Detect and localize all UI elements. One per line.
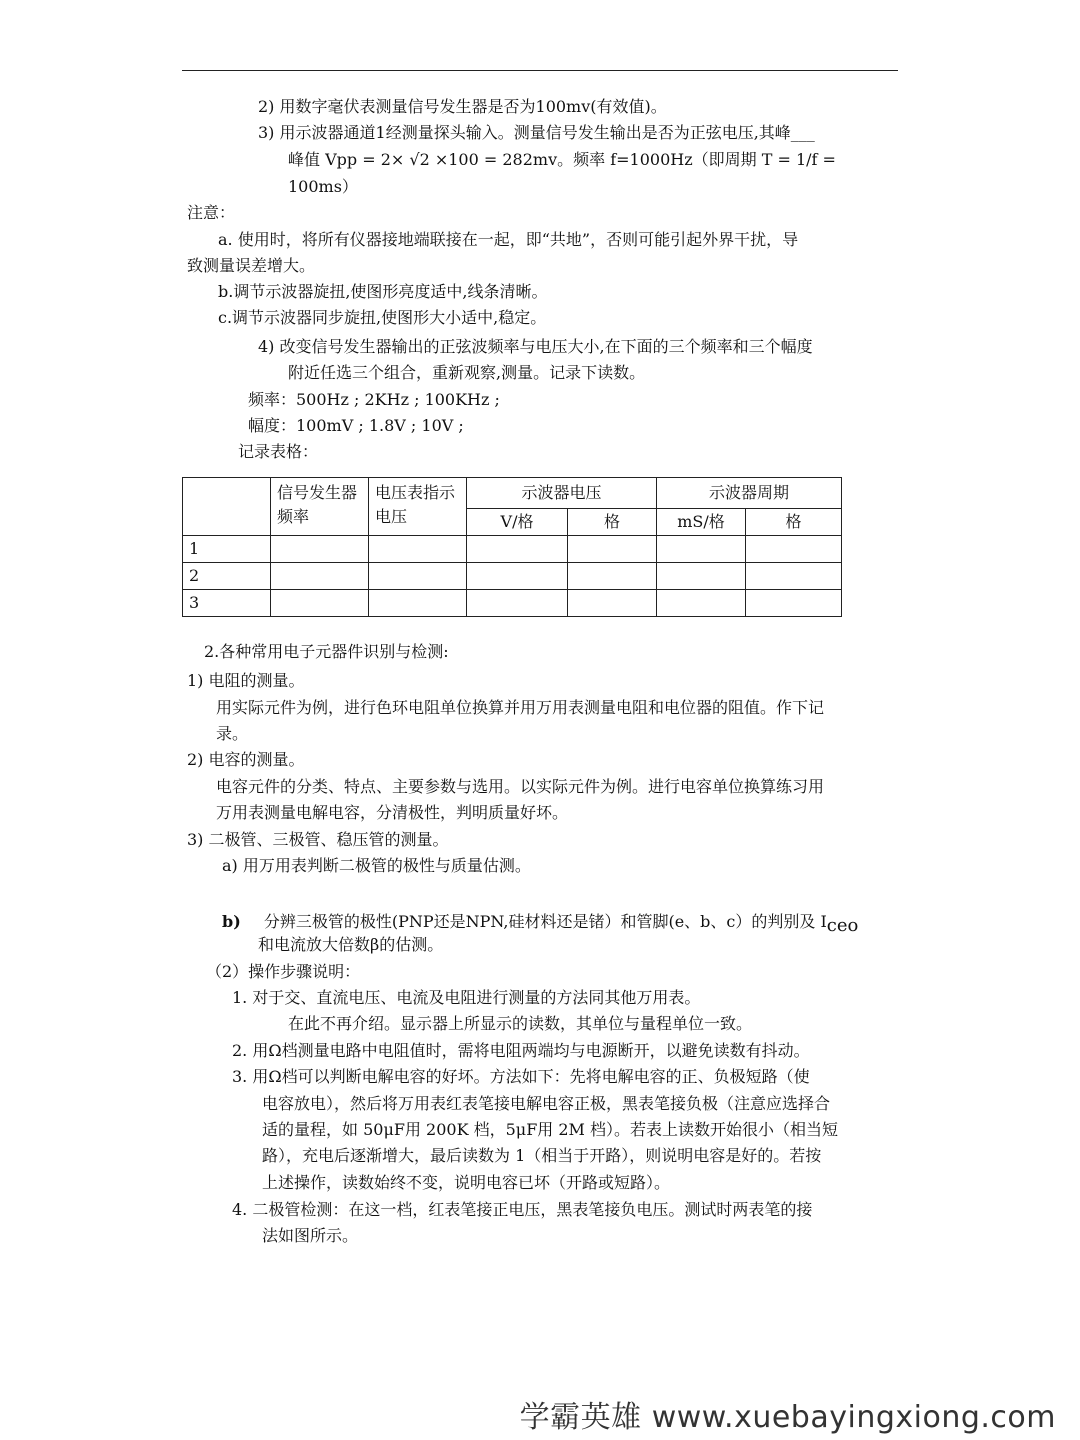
text-line: 3) 用示波器通道1经测量探头输入。测量信号发生输出是否为正弦电压,其峰___ <box>258 123 815 142</box>
item-b-marker: b) <box>222 912 241 931</box>
text-line: 2) 用数字毫伏表测量信号发生器是否为100mv(有效值)。 <box>258 97 667 116</box>
text-line: 记录表格： <box>238 442 319 461</box>
subheader-ms-per-div: mS/格 <box>657 509 746 536</box>
subheader-v-per-div: V/格 <box>467 509 568 536</box>
watermark: 学霸英雄 www.xuebayingxiong.com <box>519 1400 1056 1435</box>
text-line: 注意： <box>187 203 236 222</box>
text-line: b.调节示波器旋扭,使图形亮度适中,线条清晰。 <box>218 282 548 301</box>
text-line: 1. 对于交、直流电压、电流及电阻进行测量的方法同其他万用表。 <box>232 988 701 1007</box>
subheader-div-v: 格 <box>568 509 657 536</box>
text-line: 1) 电阻的测量。 <box>187 671 305 690</box>
row-index: 3 <box>183 590 271 617</box>
table-row <box>183 536 842 563</box>
text-line: 3) 二极管、三极管、稳压管的测量。 <box>187 830 449 849</box>
text-line: （2）操作步骤说明： <box>206 962 361 981</box>
text-line: 用实际元件为例，进行色环电阻单位换算并用万用表测量电阻和电位器的阻值。作下记 <box>216 698 825 717</box>
text-line: a) 用万用表判断二极管的极性与质量估测。 <box>222 856 531 875</box>
text-line: 峰值 Vpp = 2× √2 ×100 = 282mv。频率 f=1000Hz（即周期 T = 1/f = <box>288 150 836 169</box>
table-row <box>183 563 842 590</box>
col-header-scope-voltage: 示波器电压 <box>467 478 657 509</box>
text-line: 频率：500Hz ; 2KHz ; 100KHz ; <box>248 390 500 409</box>
text-line: 2) 电容的测量。 <box>187 750 305 769</box>
text-line: 2. 用Ω档测量电路中电阻值时，需将电阻两端均与电源断开，以避免读数有抖动。 <box>232 1041 810 1060</box>
item-b-subscript: ceo <box>826 915 859 936</box>
text-line: 上述操作，读数始终不变，说明电容已坏（开路或短路）。 <box>262 1173 671 1192</box>
text-line: a. 使用时，将所有仪器接地端联接在一起，即“共地”，否则可能引起外界干扰，导 <box>218 230 799 249</box>
row-index: 1 <box>183 536 271 563</box>
header-rule <box>182 70 898 71</box>
text-line: 附近任选三个组合，重新观察,测量。记录下读数。 <box>288 363 646 382</box>
text-line: 法如图所示。 <box>262 1226 359 1245</box>
text-line: 万用表测量电解电容，分清极性，判明质量好坏。 <box>216 803 569 822</box>
text-line: 4) 改变信号发生器输出的正弦波频率与电压大小,在下面的三个频率和三个幅度 <box>258 337 813 356</box>
text-line: 和电流放大倍数β的估测。 <box>258 935 444 954</box>
item-b-text: 分辨三极管的极性(PNP还是NPN,硅材料还是锗）和管脚(e、b、c）的判别及 I <box>263 912 827 931</box>
col-header-freq: 信号发生器频率 <box>271 478 369 536</box>
text-line: 电容元件的分类、特点、主要参数与选用。以实际元件为例。进行电容单位换算练习用 <box>216 777 825 796</box>
text-line: 录。 <box>216 724 249 743</box>
col-header-scope-period: 示波器周期 <box>657 478 842 509</box>
text-line: 100ms） <box>288 177 358 196</box>
item-b <box>222 912 858 936</box>
table-corner-cell <box>183 478 271 536</box>
record-table <box>182 477 842 617</box>
text-line: 4. 二极管检测：在这一档，红表笔接正电压，黑表笔接负电压。测试时两表笔的接 <box>232 1200 813 1219</box>
col-header-voltmeter: 电压表指示电压 <box>369 478 467 536</box>
text-line: 3. 用Ω档可以判断电解电容的好坏。方法如下：先将电解电容的正、负极短路（使 <box>232 1067 810 1086</box>
text-line: 在此不再介绍。显示器上所显示的读数，其单位与量程单位一致。 <box>288 1014 753 1033</box>
text-line: 致测量误差增大。 <box>187 256 316 275</box>
row-index: 2 <box>183 563 271 590</box>
text-line: 电容放电），然后将万用表红表笔接电解电容正极，黑表笔接负极（注意应选择合 <box>262 1094 831 1113</box>
text-line: 2.各种常用电子元器件识别与检测: <box>204 642 449 661</box>
text-line: 适的量程，如 50μF用 200K 档，5μF用 2M 档）。若表上读数开始很小（相当短 <box>262 1120 839 1139</box>
text-line: c.调节示波器同步旋扭,使图形大小适中,稳定。 <box>218 308 547 327</box>
table-row <box>183 590 842 617</box>
subheader-div-t: 格 <box>746 509 842 536</box>
text-line: 幅度：100mV ; 1.8V ; 10V ; <box>248 416 464 435</box>
text-line: 路），充电后逐渐增大，最后读数为 1（相当于开路），则说明电容是好的。若按 <box>262 1146 822 1165</box>
